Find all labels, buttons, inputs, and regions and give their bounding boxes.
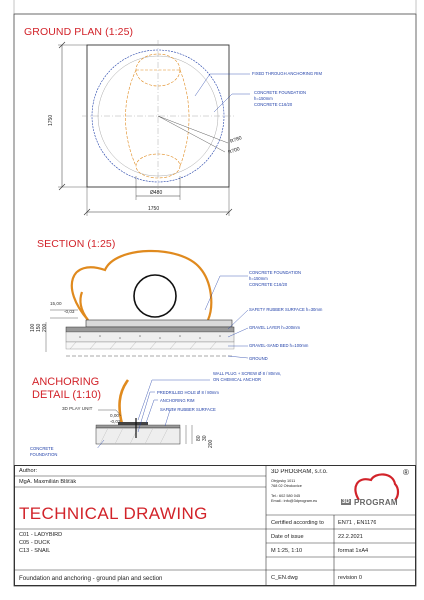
product-1: C01 - LADYBIRD (19, 532, 63, 538)
anchoring-title-l2: DETAIL (1:10) (32, 389, 102, 401)
note-anchoring-rim: FIXED THROUGH ANCHORING RIM (252, 71, 322, 76)
note-section-foundation-l2: h=150mm (249, 276, 268, 281)
note-concrete-l1: CONCRETE (30, 446, 54, 451)
ground-plan-title: GROUND PLAN (1:25) (24, 26, 134, 38)
document-title: TECHNICAL DRAWING (19, 504, 208, 523)
issue-value: 22.2.2021 (338, 534, 363, 540)
product-2: C05 - DUCK (19, 540, 51, 546)
note-concrete-l2: FOUNDATION (30, 452, 58, 457)
note-predrilled: PREDRILLED HOLE Ø 8 / 80mm (157, 390, 219, 395)
note-rim: ANCHORING RIM (160, 398, 195, 403)
company-phone: Tel.: 602 580 045 (271, 494, 301, 498)
dim-r700: R700 (227, 146, 241, 156)
note-wall-plug-l1: WALL PLUG + SCREW Ø 8 / 80mm, (213, 371, 282, 376)
dim-v-200: 200 (42, 323, 48, 332)
dim-side-vertical: 1750 (48, 114, 54, 126)
product-3: C13 - SNAIL (19, 548, 51, 554)
dim-r780: R780 (229, 135, 243, 145)
dim-diameter: Ø480 (150, 190, 163, 196)
section-drawing (0, 248, 424, 368)
issue-label: Date of issue (271, 534, 304, 540)
dim-anchor-e: 200 (208, 439, 214, 448)
note-section-rubber: SAFETY RUBBER SURFACE h=30mm (249, 307, 323, 312)
ground-plan-drawing (0, 30, 424, 260)
title-block (14, 465, 416, 586)
author-label: Author: (19, 468, 38, 474)
format-value: format 1xA4 (338, 548, 369, 554)
note-rubber: SAFETY RUBBER SURFACE (160, 407, 216, 412)
registered-mark: ® (403, 468, 409, 477)
drawing-description: Foundation and anchoring - ground plan and section (19, 575, 163, 582)
note-foundation-l1: CONCRETE FOUNDATION (254, 90, 307, 95)
note-play-unit: 3D PLAY UNIT (62, 406, 93, 411)
note-section-sand: GRAVEL-SAND BED h=100mm (249, 343, 309, 348)
dim-anchor-b: -0,03 (110, 419, 121, 424)
scale-value: M 1:25, 1:10 (271, 548, 303, 554)
revision-value: revision 0 (338, 575, 362, 581)
dim-side-horizontal: 1750 (148, 206, 160, 212)
cert-label: Certified according to (271, 520, 324, 526)
dim-anchor-c: 80 (196, 435, 202, 441)
file-name: C_EN.dwg (271, 575, 298, 581)
note-section-foundation-l3: CONCRETE C16/20 (249, 282, 288, 287)
company-address-1: Otrýpsky 1011 (271, 479, 296, 483)
note-foundation-l2: h=150mm (254, 96, 273, 101)
company-email: Email.: info@3dprogram.eu (271, 499, 318, 503)
dim-anchor-a: 0,00 (110, 413, 119, 418)
company-address-2: 768 02 Otrokovice (271, 484, 302, 488)
dim-v-100: 100 (30, 323, 36, 332)
dim-anchor-d: 30 (202, 435, 208, 441)
dim-v-150: 150 (36, 323, 42, 332)
note-section-ground: GROUND (249, 356, 268, 361)
anchoring-title-l1: ANCHORING (32, 376, 100, 388)
dim-level-2: -0,03 (64, 309, 75, 314)
author-name: MgA. Maxmilián Blšťák (19, 479, 77, 485)
section-title: SECTION (1:25) (37, 238, 116, 250)
note-section-foundation-l1: CONCRETE FOUNDATION (249, 270, 302, 275)
cert-value: EN71 , EN1176 (338, 520, 377, 526)
logo-text: PROGRAM (354, 498, 398, 507)
dim-level-1: 15,00 (50, 301, 62, 306)
logo-prefix: 3D (342, 499, 350, 505)
note-foundation-l3: CONCRETE C16/20 (254, 102, 293, 107)
company-name: 3D PROGRAM, s.r.o. (271, 469, 328, 475)
note-wall-plug-l2: ON CHEMICAL ANCHOR (213, 377, 262, 382)
note-section-gravel: GRAVEL LAYER h=200mm (249, 325, 301, 330)
